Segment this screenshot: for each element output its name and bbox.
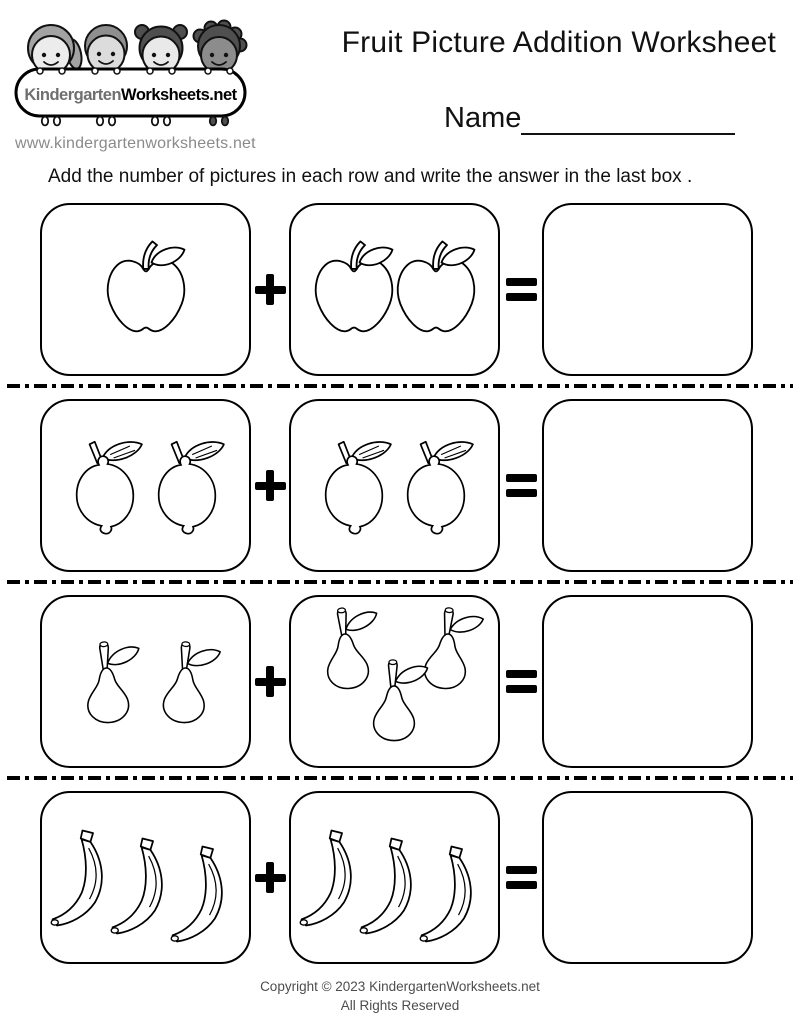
equals-icon	[506, 670, 537, 693]
plus-operator	[251, 274, 289, 305]
plus-icon	[255, 470, 286, 501]
pear-illustration	[65, 633, 148, 731]
website-url: www.kindergartenworksheets.net	[15, 135, 256, 152]
rights-text: All Rights Reserved	[340, 997, 460, 1013]
pear-illustration	[143, 633, 226, 731]
plus-icon	[255, 862, 286, 893]
lemon-illustration	[311, 434, 397, 537]
lemon-box-addend1	[40, 399, 251, 572]
logo-kids-illustration	[13, 12, 249, 128]
lemon-illustration	[62, 434, 148, 537]
apple-illustration	[100, 235, 192, 345]
plus-icon	[255, 666, 286, 697]
name-label: Name	[444, 102, 522, 134]
name-blank-line[interactable]	[521, 103, 735, 135]
equation-row	[40, 203, 800, 376]
equals-operator	[500, 474, 542, 497]
header	[0, 0, 800, 160]
lemon-illustration	[144, 434, 230, 537]
answer-box[interactable]	[542, 399, 753, 572]
banana-box-addend2	[289, 791, 500, 964]
equals-icon	[506, 866, 537, 889]
row-separator-dashed-line	[7, 776, 793, 780]
equation-row	[40, 399, 800, 572]
equals-operator	[500, 866, 542, 889]
plus-operator	[251, 470, 289, 501]
instruction-text: Add the number of pictures in each row and write the answer in the last box .	[48, 166, 693, 187]
equation-row	[40, 791, 800, 964]
equals-icon	[506, 278, 537, 301]
worksheet-rows	[40, 203, 800, 964]
row-separator-dashed-line	[7, 580, 793, 584]
apple-box-addend2	[289, 203, 500, 376]
equals-icon	[506, 474, 537, 497]
pear-illustration	[355, 653, 433, 747]
equals-operator	[500, 670, 542, 693]
apple-illustration	[390, 235, 482, 345]
plus-operator	[251, 862, 289, 893]
answer-box[interactable]	[542, 203, 753, 376]
footer	[0, 978, 800, 1016]
apple-illustration	[308, 235, 400, 345]
banana-box-addend1	[40, 791, 251, 964]
equation-row	[40, 595, 800, 768]
lemon-illustration	[393, 434, 479, 537]
plus-icon	[255, 274, 286, 305]
kindergartenworksheets-logo	[13, 12, 256, 153]
logo-banner-text: KindergartenWorksheets.net	[24, 86, 237, 104]
apple-box-addend1	[40, 203, 251, 376]
equals-operator	[500, 278, 542, 301]
answer-box[interactable]	[542, 791, 753, 964]
name-field	[444, 102, 735, 135]
pear-box-addend2	[289, 595, 500, 768]
plus-operator	[251, 666, 289, 697]
pear-box-addend1	[40, 595, 251, 768]
answer-box[interactable]	[542, 595, 753, 768]
banana-illustration	[411, 841, 499, 947]
lemon-box-addend2	[289, 399, 500, 572]
banana-illustration	[162, 841, 250, 947]
copyright-text: Copyright © 2023 KindergartenWorksheets.net	[260, 979, 540, 994]
page-title: Fruit Picture Addition Worksheet	[341, 26, 776, 59]
row-separator-dashed-line	[7, 384, 793, 388]
